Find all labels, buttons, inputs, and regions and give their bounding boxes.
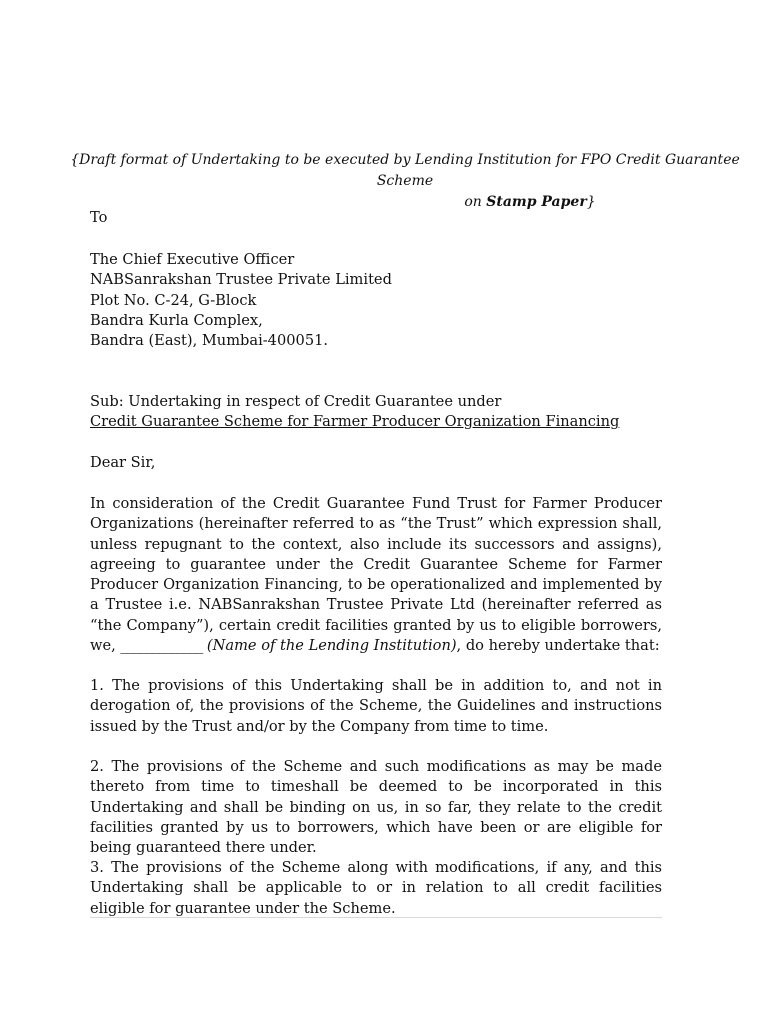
consideration-ending: , do hereby undertake that: [456,637,660,655]
address-line: Bandra (East), Mumbai-400051. [90,332,329,350]
lender-name-hint: (Name of the Lending Institution) [206,637,457,655]
draft-note-line1: {Draft format of Undertaking to be executed by Lending Institution for FPO Credit Guarantee Scheme [70,152,740,189]
salutation: Dear Sir, [90,454,156,471]
subject-line: Sub: Undertaking in respect of Credit Guarantee under [90,393,502,410]
to-label: To [90,209,108,226]
subject-scheme-name: Credit Guarantee Scheme for Farmer Producer Organization Financing [90,413,620,431]
page-bottom-rule [90,917,662,918]
address-line: Bandra Kurla Complex, [90,311,263,329]
address-line: NABSanrakshan Trustee Private Limited [90,271,392,289]
subject [90,392,662,433]
draft-format-note [60,150,750,213]
consideration-paragraph [90,494,662,656]
address-line: The Chief Executive Officer [90,251,295,268]
clause-2: 2. The provisions of the Scheme and such modifications as may be made thereto from time to timeshall be deemed to be incorporated in this Undertaking and shall be binding on us, in so far, they relate to the credit facilities granted by us to borrowers, which have been or are eligible for being guaranteed there under. [90,758,662,857]
clause-1: 1. The provisions of this Undertaking shall be in addition to, and not in derogation of, the provisions of the Scheme, the Guidelines and instructions issued by the Trust and/or by the Company from time to time. [90,677,662,735]
address-line: Plot No. C-24, G-Block [90,291,257,309]
stamp-paper-label: Stamp Paper [486,194,587,210]
consideration-text: In consideration of the Credit Guarantee Fund Trust for Farmer Producer Organizations (hereinafter referred to as “the Trust” which expression shall, unless repugnant to the context, also include its successors and assigns), agreeing to guarantee under the Credit Guarantee Scheme for Farmer Producer Organization Financing, to be operationalized and implemented by a Trustee i.e. NABSanrakshan Trustee Private Ltd (hereinafter referred as “the Company”), certain credit facilities granted by us to eligible borrowers, we, [90,495,662,655]
clause-3: 3. The provisions of the Scheme along with modifications, if any, and this Undertaking shall be applicable to or in relation to all credit facilities eligible for guarantee under the Scheme. [90,859,662,917]
draft-note-line2: on Stamp Paper} [464,194,596,210]
recipient-address [90,250,662,351]
lender-name-blank: _____________ [120,637,203,655]
